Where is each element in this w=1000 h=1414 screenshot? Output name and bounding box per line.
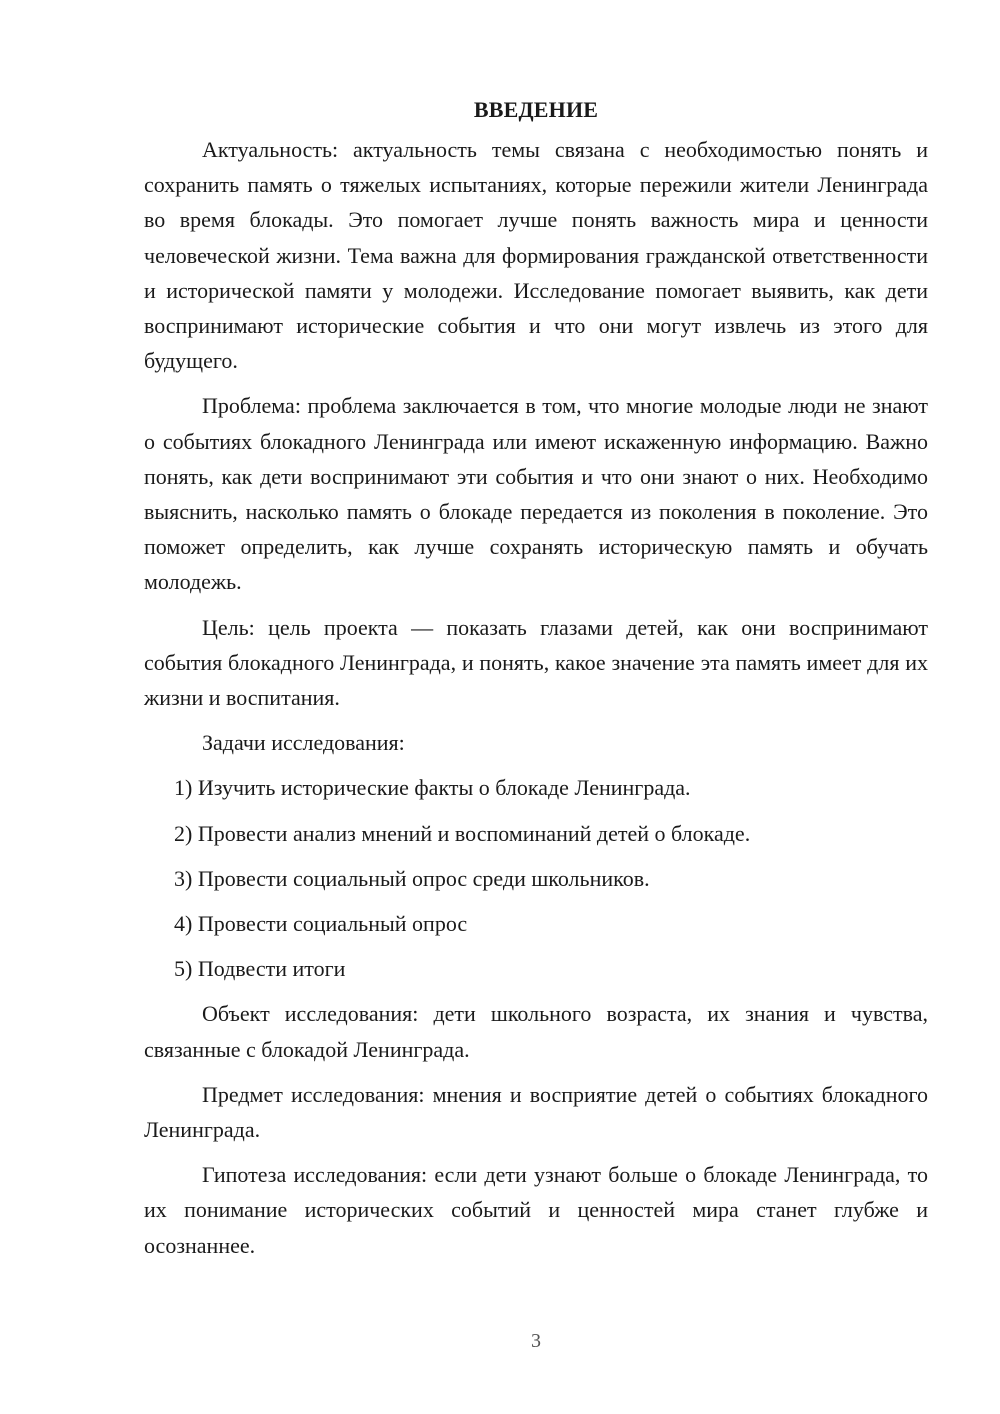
task-item: 3) Провести социальный опрос среди школьников. bbox=[174, 865, 650, 891]
hypothesis-paragraph: Гипотеза исследования: если дети узнают больше о блокаде Ленинграда, то их понимание исторических событий и ценностей мира станет глубже и осознаннее. bbox=[144, 1162, 928, 1258]
tasks-list bbox=[144, 770, 928, 986]
section-heading: ВВЕДЕНИЕ bbox=[473, 97, 599, 122]
task-item: 2) Провести анализ мнений и воспоминаний детей о блокаде. bbox=[174, 820, 751, 846]
goal-paragraph: Цель: цель проекта — показать глазами детей, как они воспринимают события блокадного Ленинграда, и понять, какое значение эта память имеет для их жизни и воспитания. bbox=[144, 614, 928, 711]
document-page bbox=[144, 92, 928, 1273]
task-item: 1) Изучить исторические факты о блокаде Ленинграда. bbox=[174, 775, 691, 801]
relevance-paragraph: Актуальность: актуальность темы связана с необходимостью понять и сохранить память о тяжелых испытаниях, которые пережили жители Ленинграда во время блокады. Это помогает лучше понять важность мира и ценности человеческой жизни. Тема важна для формирования гражданской ответственности и исторической памяти у молодежи. Исследование помогает выявить, как дети воспринимают исторические события и что они могут извлечь из этого для будущего. bbox=[144, 137, 928, 374]
task-item: 4) Провести социальный опрос bbox=[174, 911, 468, 937]
object-paragraph: Объект исследования: дети школьного возраста, их знания и чувства, связанные с блокадой Ленинграда. bbox=[144, 1001, 928, 1062]
problem-paragraph: Проблема: проблема заключается в том, что многие молодые люди не знают о событиях блокадного Ленинграда или имеют искаженную информацию. Важно понять, как дети воспринимают эти события и что они знают о них. Необходимо выяснить, насколько память о блокаде передается из поколения в поколение. Это поможет определить, как лучше сохранять историческую память и обучать молодежь. bbox=[144, 393, 928, 595]
page-number: 3 bbox=[531, 1330, 541, 1352]
tasks-label: Задачи исследования: bbox=[202, 730, 405, 756]
task-item: 5) Подвести итоги bbox=[174, 956, 346, 982]
subject-paragraph: Предмет исследования: мнения и восприятие детей о событиях блокадного Ленинграда. bbox=[144, 1081, 928, 1143]
